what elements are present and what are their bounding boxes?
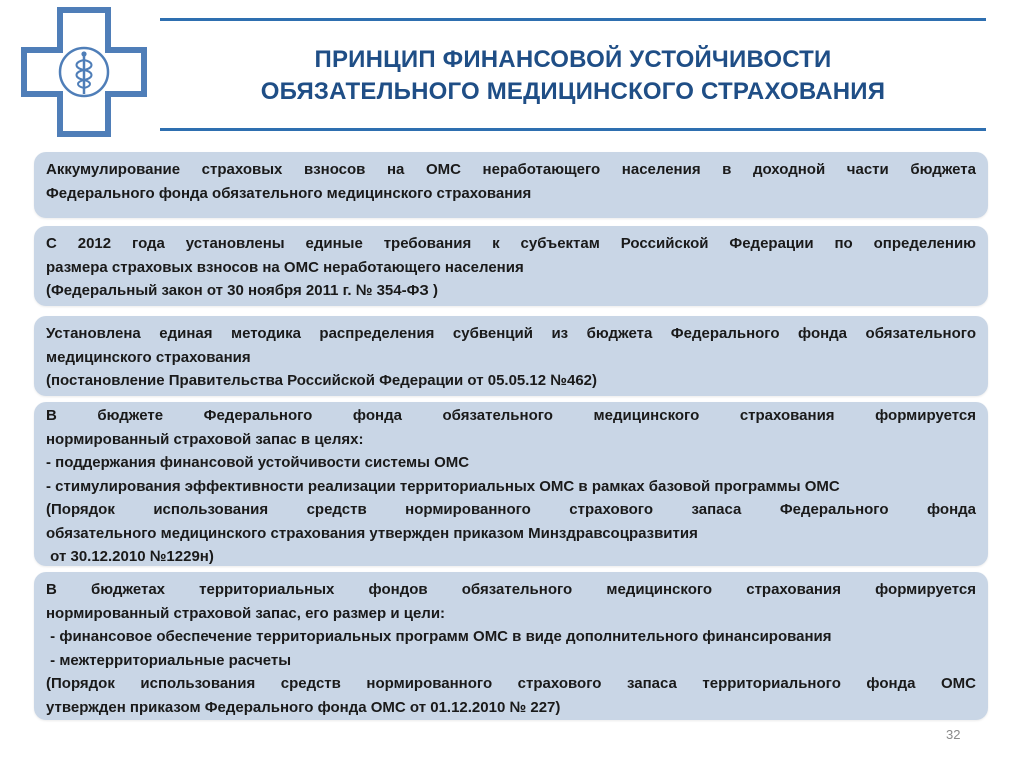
info-block-5 xyxy=(34,572,988,720)
block-5-line-4: - межтерриториальные расчеты xyxy=(46,651,292,669)
block-4-line-4: - стимулирования эффективности реализации территориальных ОМС в рамках базовой программы ОМС xyxy=(46,477,840,495)
block-3-line-2: медицинского страхования xyxy=(46,348,251,366)
info-block-1 xyxy=(34,152,988,218)
block-4-line-1: В бюджете Федерального фонда обязательного медицинского страхования формируется xyxy=(46,407,976,424)
title-top-rule xyxy=(160,18,986,21)
block-4-line-3: - поддержания финансовой устойчивости системы ОМС xyxy=(46,454,470,471)
block-3-line-3: (постановление Правительства Российской Федерации от 05.05.12 №462) xyxy=(46,372,598,389)
page-title xyxy=(160,44,986,108)
title-line-2: ОБЯЗАТЕЛЬНОГО МЕДИЦИНСКОГО СТРАХОВАНИЯ xyxy=(260,78,886,105)
title-line-1: ПРИНЦИП ФИНАНСОВОЙ УСТОЙЧИВОСТИ xyxy=(314,46,832,73)
title-bottom-rule xyxy=(160,128,986,131)
block-2-line-2: размера страховых взносов на ОМС неработающего населения xyxy=(46,258,524,276)
block-4-line-7: от 30.12.2010 №1229н) xyxy=(46,548,214,565)
block-5-line-5: (Порядок использования средств нормированного страхового запаса территориального фонда ОМС xyxy=(46,675,976,692)
block-1-line-1: Аккумулирование страховых взносов на ОМС неработающего населения в доходной части бюджета xyxy=(46,161,976,178)
block-2-line-1: С 2012 года установлены единые требования к субъектам Российской Федерации по определению xyxy=(46,235,976,252)
block-5-line-1: В бюджетах территориальных фондов обязательного медицинского страхования формируется xyxy=(46,581,976,598)
page-number: 32 xyxy=(946,727,961,742)
medical-cross-caduceus-icon xyxy=(20,6,148,138)
block-4-line-2: нормированный страховой запас в целях: xyxy=(46,430,364,448)
block-4-line-5: (Порядок использования средств нормированного страхового запаса Федерального фонда xyxy=(46,501,976,518)
block-3-line-1: Установлена единая методика распределения субвенций из бюджета Федерального фонда обязательного xyxy=(46,325,976,342)
info-block-3 xyxy=(34,316,988,396)
block-2-line-3: (Федеральный закон от 30 ноября 2011 г. № 354-ФЗ ) xyxy=(46,282,438,299)
block-4-line-6: обязательного медицинского страхования утвержден приказом Минздравсоцразвития xyxy=(46,524,698,542)
block-1-line-2: Федерального фонда обязательного медицинского страхования xyxy=(46,184,532,202)
info-block-2 xyxy=(34,226,988,306)
block-5-line-6: утвержден приказом Федерального фонда ОМС от 01.12.2010 № 227) xyxy=(46,698,561,716)
block-5-line-2: нормированный страховой запас, его размер и цели: xyxy=(46,604,446,622)
block-5-line-3: - финансовое обеспечение территориальных программ ОМС в виде дополнительного финансирования xyxy=(46,628,832,645)
info-block-4 xyxy=(34,402,988,566)
